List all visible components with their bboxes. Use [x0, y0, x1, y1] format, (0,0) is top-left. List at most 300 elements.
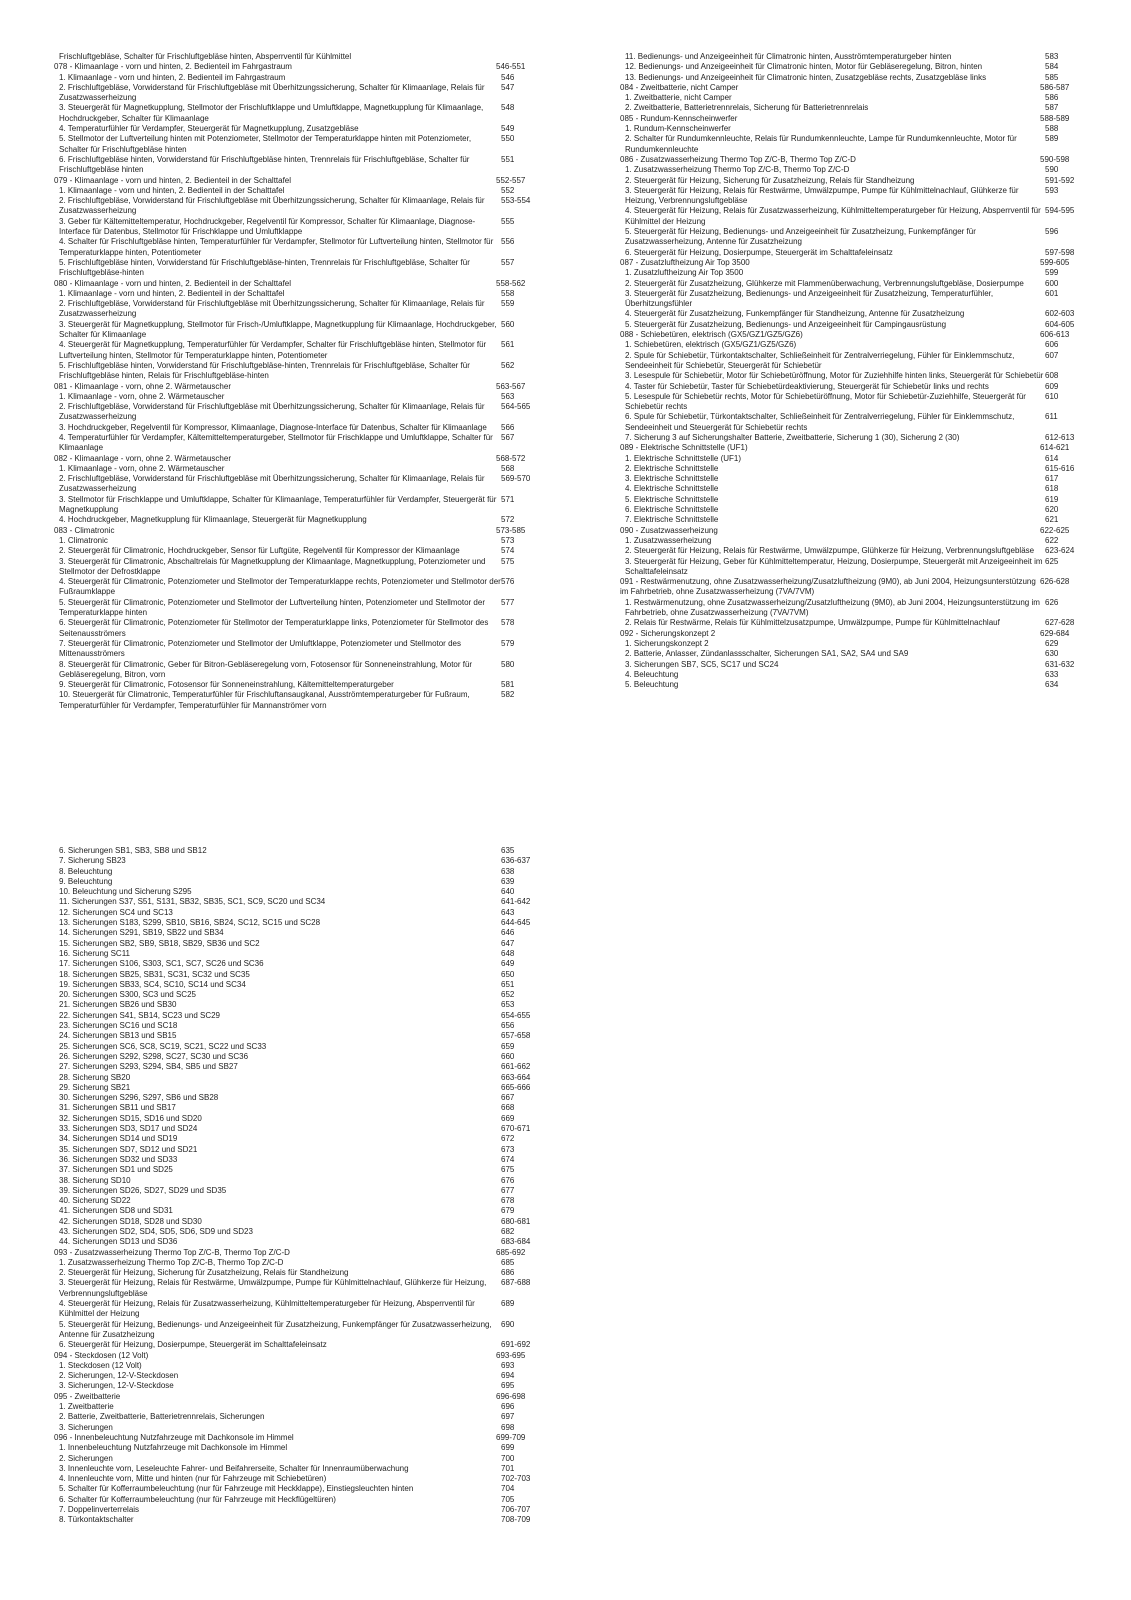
toc-subentry [54, 1402, 554, 1412]
page-number: 656 [501, 1021, 515, 1031]
entry-title: 2. Relais für Restwärme, Relais für Kühlmittelzusatzpumpe, Umwälzpumpe, Pumpe für Kühlmittelnachlauf [625, 618, 1000, 628]
page-number: 648 [501, 948, 515, 958]
entry-title: 13. Bedienungs- und Anzeigeeinheit für Climatronic hinten, Zusatzgebläse rechts, Zusatzgebläse links [625, 72, 987, 82]
page-number: 552 [501, 185, 515, 195]
toc-subentry [54, 1227, 554, 1237]
entry-title: 5. Frischluftgebläse hinten, Vorwiderstand für Frischluftgebläse-hinten, Trennrelais für Frischluftgebläse, Schalter für Frischluftgebläse hinten, Relais für Frischluftgebläse-hinten [59, 360, 470, 381]
toc-subentry [54, 1474, 554, 1484]
page-number: 611 [1045, 412, 1058, 422]
toc-subentry [54, 1237, 554, 1247]
page-number: 588 [1045, 124, 1059, 134]
page-number: 693-695 [496, 1350, 526, 1360]
page-number: 590-598 [1040, 154, 1070, 164]
entry-title: 2. Schalter für Rundumkennleuchte, Relais für Rundumkennleuchte, Lampe für Rundumkennleuchte, Motor für Rundumkennleuchte [625, 134, 1017, 154]
entry-title: 32. Sicherungen SD15, SD16 und SD20 [59, 1113, 202, 1123]
page-number: 691-692 [501, 1340, 531, 1350]
toc-subentry [54, 639, 554, 660]
toc-subentry [620, 433, 1080, 443]
page-number: 708-709 [501, 1515, 531, 1525]
entry-title: 085 - Rundum-Kennscheinwerfer [620, 113, 738, 123]
page-number: 573-585 [496, 525, 526, 535]
toc-subentry [620, 289, 1080, 310]
page-number: 634 [1045, 680, 1059, 690]
entry-title: 2. Frischluftgebläse, Vorwiderstand für Frischluftgebläse mit Überhitzungssicherung, Schalter für Klimaanlage, Relais für Zusatzwasserheizung [59, 82, 485, 103]
toc-subentry [54, 1340, 554, 1350]
page-number: 698 [501, 1422, 515, 1432]
toc-subentry [54, 1093, 554, 1103]
entry-title: 1. Restwärmenutzung, ohne Zusatzwasserheizung/Zusatzluftheizung (9M0), ab Juni 2004, Heizungsunterstützung im Fahrbetrieb, ohne Zusatzwasserheizung (7VA/7VM) [625, 597, 1040, 618]
page-number: 679 [501, 1206, 515, 1216]
page-number: 700 [501, 1453, 515, 1463]
toc-subentry [620, 546, 1080, 556]
page-number: 663-664 [501, 1072, 531, 1082]
page-number: 622-625 [1040, 525, 1070, 535]
entry-title: 2. Frischluftgebläse, Vorwiderstand für Frischluftgebläse mit Überhitzungssicherung, Schalter für Klimaanlage, Relais für Zusatzwasserheizung [59, 474, 485, 494]
page-number: 705 [501, 1494, 515, 1504]
toc-subentry [620, 176, 1080, 186]
toc-subentry [620, 309, 1080, 319]
entry-title: 1. Innenbeleuchtung Nutzfahrzeuge mit Dachkonsole im Himmel [59, 1443, 288, 1453]
page-number: 667 [501, 1093, 515, 1103]
entry-title: 1. Klimaanlage - vorn, ohne 2. Wärmetauscher [59, 463, 225, 473]
page-number: 635 [501, 846, 515, 855]
toc-subentry [54, 258, 554, 279]
toc-subentry [54, 980, 554, 990]
toc-chapter-entry [620, 577, 1080, 598]
entry-title: 11. Bedienungs- und Anzeigeeinheit für Climatronic hinten, Ausströmtemperaturgeber hinten [625, 52, 952, 61]
entry-title: 2. Steuergerät für Heizung, Sicherung für Zusatzheizung, Relais für Standheizung [59, 1268, 349, 1278]
page-number: 683-684 [501, 1237, 531, 1247]
entry-title: 13. Sicherungen S183, S299, SB10, SB16, SB24, SC12, SC15 und SC28 [59, 918, 321, 928]
toc-subentry [620, 618, 1080, 628]
page-number: 696 [501, 1402, 515, 1412]
toc-subentry [54, 1196, 554, 1206]
toc-subentry [54, 660, 554, 681]
page-number: 568-572 [496, 453, 526, 463]
page-number: 574 [501, 546, 515, 556]
page-number: 673 [501, 1144, 515, 1154]
toc-subentry [54, 124, 554, 134]
toc-subentry [54, 474, 554, 495]
entry-title: 2. Frischluftgebläse, Vorwiderstand für Frischluftgebläse mit Überhitzungssicherung, Schalter für Klimaanlage, Relais für Zusatzwasserheizung [59, 196, 485, 216]
entry-title: 10. Beleuchtung und Sicherung S295 [59, 887, 192, 897]
page-number: 612-613 [1045, 432, 1075, 442]
entry-title: 14. Sicherungen S291, SB19, SB22 und SB34 [59, 928, 224, 938]
entry-title: 3. Geber für Kältemitteltemperatur, Hochdruckgeber, Regelventil für Kompressor, Schalter für Klimaanlage, Diagnose-Interface für Datenbus, Stellmotor für Frischklappe und Umluftklappe [59, 216, 476, 237]
page-number: 659 [501, 1041, 515, 1051]
entry-title: 5. Stellmotor der Luftverteilung hinten mit Potenziometer, Stellmotor der Temperaturklappe hinten mit Potenziometer, Schalter für Frischluftgebläse hinten [59, 134, 472, 154]
page-number: 650 [501, 969, 515, 979]
entry-title: 079 - Klimaanlage - vorn und hinten, 2. Bedienteil in der Schalttafel [54, 175, 292, 185]
toc-subentry [54, 1258, 554, 1268]
toc-subentry [54, 990, 554, 1000]
page-number: 583 [1045, 52, 1059, 61]
entry-title: 091 - Restwärmenutzung, ohne Zusatzwasserheizung/Zusatzluftheizung (9M0), ab Juni 2004, Heizungsunterstützung im Fahrbetrieb, ohne Zusatzwasserheizung (7VA/7VM) [620, 577, 1036, 597]
toc-column-3 [54, 846, 554, 1526]
page-number: 563 [501, 391, 515, 401]
toc-subentry [620, 557, 1080, 578]
page-number: 566 [501, 422, 515, 432]
entry-title: 35. Sicherungen SD7, SD12 und SD21 [59, 1144, 198, 1154]
entry-title: 088 - Schiebetüren, elektrisch (GX5/GZ1/GZ5/GZ6) [620, 330, 803, 340]
toc-subentry [54, 495, 554, 516]
page-number: 596 [1045, 227, 1059, 237]
page-number: 586-587 [1040, 82, 1070, 92]
entry-title: 9. Beleuchtung [59, 876, 113, 886]
page-number: 675 [501, 1165, 515, 1175]
toc-subentry [54, 1031, 554, 1041]
entry-title: 4. Innenleuchte vorn, Mitte und hinten (nur für Fahrzeuge mit Schiebetüren) [59, 1474, 327, 1484]
entry-title: 4. Steuergerät für Zusatzheizung, Funkempfänger für Standheizung, Antenne für Zusatzheizung [625, 309, 965, 319]
entry-title: 081 - Klimaanlage - vorn, ohne 2. Wärmetauscher [54, 381, 231, 391]
toc-subentry [54, 970, 554, 980]
page-number: 674 [501, 1154, 515, 1164]
toc-subentry [54, 83, 554, 104]
page-number: 556 [501, 237, 515, 247]
toc-subentry [54, 1371, 554, 1381]
page-number: 696-698 [496, 1391, 526, 1401]
page-number: 672 [501, 1134, 515, 1144]
entry-title: 089 - Elektrische Schnittstelle (UF1) [620, 443, 748, 453]
page-number: 573 [501, 535, 515, 545]
toc-subentry [54, 1484, 554, 1494]
entry-title: 1. Elektrische Schnittstelle (UF1) [625, 453, 742, 463]
page-number: 564-565 [501, 402, 531, 412]
entry-title: 5. Steuergerät für Zusatzheizung, Bedienungs- und Anzeigeeinheit für Campingausrüstung [625, 319, 947, 329]
page-number: 647 [501, 938, 515, 948]
toc-subentry [54, 402, 554, 423]
toc-subentry [620, 103, 1080, 113]
toc-subentry [54, 1145, 554, 1155]
page-number: 638 [501, 866, 515, 876]
page-number: 685 [501, 1257, 515, 1267]
entry-title: 18. Sicherungen SB25, SB31, SC31, SC32 und SC35 [59, 969, 250, 979]
entry-title: 1. Zusatzluftheizung Air Top 3500 [625, 268, 744, 278]
page-number: 670-671 [501, 1124, 531, 1134]
toc-subentry [54, 546, 554, 556]
page-number: 629 [1045, 638, 1059, 648]
page-number: 643 [501, 907, 515, 917]
entry-title: 17. Sicherungen S106, S303, SC1, SC7, SC26 und SC36 [59, 959, 264, 969]
toc-subentry [54, 1217, 554, 1227]
toc-chapter-entry [54, 1392, 554, 1402]
page-number: 575 [501, 556, 515, 566]
entry-title: 1. Sicherungskonzept 2 [625, 638, 709, 648]
page-number: 695 [501, 1381, 515, 1391]
entry-title: 7. Steuergerät für Climatronic, Potenziometer und Stellmotor der Umluftklappe, Potenziometer und Stellmotor des Mittenausströmers [59, 638, 461, 659]
entry-title: 7. Sicherung SB23 [59, 856, 126, 866]
page-number: 547 [501, 82, 515, 92]
toc-subentry [54, 392, 554, 402]
toc-subentry [54, 1505, 554, 1515]
entry-title: 4. Hochdruckgeber, Magnetkupplung für Klimaanlage, Steuergerät für Magnetkupplung [59, 515, 367, 525]
entry-title: 5. Frischluftgebläse hinten, Vorwiderstand für Frischluftgebläse-hinten, Trennrelais für Frischluftgebläse, Schalter für Frischluftgebläse-hinten [59, 257, 470, 278]
toc-subentry [620, 505, 1080, 515]
page-number: 654-655 [501, 1010, 531, 1020]
page-number: 669 [501, 1113, 515, 1123]
toc-chapter-entry [620, 114, 1080, 124]
toc-subentry [54, 237, 554, 258]
entry-title: 5. Elektrische Schnittstelle [625, 494, 719, 504]
toc-subentry [54, 299, 554, 320]
entry-title: 095 - Zweitbatterie [54, 1391, 121, 1401]
toc-chapter-entry [54, 1351, 554, 1361]
toc-subentry [620, 474, 1080, 484]
entry-title: 21. Sicherungen SB26 und SB30 [59, 1000, 177, 1010]
page-number: 621 [1045, 515, 1059, 525]
page-number: 601 [1045, 288, 1059, 298]
page-number: 587 [1045, 103, 1059, 113]
page-number: 614-621 [1040, 443, 1070, 453]
entry-title: 4. Steuergerät für Climatronic, Potenziometer und Stellmotor der Temperaturklappe rechts, Potenziometer und Stellmotor der Fußraumklappe [59, 577, 501, 597]
toc-subentry [54, 1083, 554, 1093]
entry-title: 1. Zusatzwasserheizung Thermo Top Z/C-B, Thermo Top Z/C-D [625, 165, 850, 175]
toc-column-1 [54, 52, 554, 711]
toc-subentry [54, 877, 554, 887]
toc-subentry [620, 670, 1080, 680]
page-number: 620 [1045, 505, 1059, 515]
toc-subentry [620, 340, 1080, 350]
page-number: 567 [501, 432, 515, 442]
toc-subentry [54, 1124, 554, 1134]
entry-title: 34. Sicherungen SD14 und SD19 [59, 1134, 178, 1144]
toc-chapter-entry [54, 454, 554, 464]
entry-title: 096 - Innenbeleuchtung Nutzfahrzeuge mit Dachkonsole im Himmel [54, 1432, 294, 1442]
entry-title: 4. Steuergerät für Heizung, Relais für Zusatzwasserheizung, Kühlmitteltemperaturgeber für Heizung, Absperrventil für Kühlmittel der Heizung [59, 1299, 475, 1319]
toc-chapter-entry [54, 1433, 554, 1443]
page-number: 571 [501, 494, 515, 504]
entry-title: 27. Sicherungen S293, S294, SB4, SB5 und SB27 [59, 1062, 238, 1072]
entry-title: 2. Sicherungen [59, 1453, 113, 1463]
toc-subentry [54, 217, 554, 238]
page-number: 678 [501, 1196, 515, 1206]
entry-title: 37. Sicherungen SD1 und SD25 [59, 1165, 173, 1175]
entry-title: 3. Steuergerät für Magnetkupplung, Stellmotor für Frisch-/Umluftklappe, Magnetkupplung für Klimaanlage, Hochdruckgeber, Schalter für Klimaanlage [59, 319, 497, 340]
toc-chapter-entry [54, 382, 554, 392]
entry-title: 3. Hochdruckgeber, Regelventil für Kompressor, Klimaanlage, Diagnose-Interface für Datenbus, Schalter für Klimaanlage [59, 422, 487, 432]
page-number: 625 [1045, 556, 1059, 566]
page-number: 704 [501, 1484, 515, 1494]
page-number: 689 [501, 1299, 515, 1309]
page-number: 619 [1045, 494, 1059, 504]
toc-subentry [620, 93, 1080, 103]
toc-subentry [54, 887, 554, 897]
page-number: 626-628 [1040, 577, 1070, 587]
entry-title: 6. Sicherungen SB1, SB3, SB8 und SB12 [59, 846, 207, 855]
entry-title: 086 - Zusatzwasserheizung Thermo Top Z/C-B, Thermo Top Z/C-D [620, 154, 856, 164]
toc-subentry [54, 340, 554, 361]
page-number: 576 [501, 577, 515, 587]
entry-title: 20. Sicherungen S300, SC3 und SC25 [59, 990, 196, 1000]
toc-subentry [620, 134, 1080, 155]
entry-title: 26. Sicherungen S292, S298, SC27, SC30 und SC36 [59, 1051, 249, 1061]
page-number: 548 [501, 103, 515, 113]
entry-title: 2. Spule für Schiebetür, Türkontaktschalter, Schließeinheit für Zentralverriegelung, Fühler für Einklemmschutz, Sendeeinheit für Schiebetür, Steuergerät für Schiebetür [625, 350, 1015, 370]
page-number: 563-567 [496, 381, 526, 391]
page-number: 590 [1045, 165, 1059, 175]
toc-subentry [54, 949, 554, 959]
entry-title: 31. Sicherungen SB11 und SB17 [59, 1103, 176, 1113]
entry-title: 3. Elektrische Schnittstelle [625, 474, 719, 484]
entry-title: 1. Schiebetüren, elektrisch (GX5/GZ1/GZ5/GZ6) [625, 340, 797, 350]
entry-title: 40. Sicherung SD22 [59, 1196, 131, 1206]
toc-subentry [54, 1176, 554, 1186]
page-number: 600 [1045, 278, 1059, 288]
entry-title: 6. Steuergerät für Heizung, Dosierpumpe, Steuergerät im Schalttafeleinsatz [625, 247, 893, 257]
toc-subentry [620, 124, 1080, 134]
page-number: 607 [1045, 350, 1059, 360]
entry-title: 4. Schalter für Frischluftgebläse hinten, Temperaturfühler für Verdampfer, Stellmotor für Luftverteilung hinten, Stellmotor für Temperaturklappe hinten, Potentiometer [59, 237, 494, 257]
toc-subentry [54, 1412, 554, 1422]
page-number: 697 [501, 1412, 515, 1422]
page-number: 552-557 [496, 175, 526, 185]
toc-subentry [54, 918, 554, 928]
entry-title: 087 - Zusatzluftheizung Air Top 3500 [620, 257, 750, 267]
toc-subentry [54, 856, 554, 866]
page-number: 617 [1045, 474, 1059, 484]
page-number: 646 [501, 928, 515, 938]
page-number: 579 [501, 638, 515, 648]
page-number: 589 [1045, 134, 1059, 144]
toc-subentry [620, 536, 1080, 546]
toc-chapter-entry [54, 279, 554, 289]
toc-subentry [620, 248, 1080, 258]
page-number: 584 [1045, 62, 1059, 72]
toc-subentry [54, 1443, 554, 1453]
entry-title: 30. Sicherungen S296, S297, SB6 und SB28 [59, 1093, 219, 1103]
toc-subentry [620, 382, 1080, 392]
entry-title: 2. Frischluftgebläse, Vorwiderstand für Frischluftgebläse mit Überhitzungssicherung, Schalter für Klimaanlage, Relais für Zusatzwasserheizung [59, 402, 485, 422]
page-number: 602-603 [1045, 309, 1075, 319]
entry-title: 5. Beleuchtung [625, 680, 679, 690]
page-number: 553-554 [501, 196, 531, 206]
entry-title: 9. Steuergerät für Climatronic, Fotosensor für Sonneneinstrahlung, Kältemitteltemperaturgeber [59, 680, 394, 690]
page-number: 644-645 [501, 918, 531, 928]
entry-title: 3. Steuergerät für Heizung, Relais für Restwärme, Umwälzpumpe, Pumpe für Kühlmittelnachlauf, Glühkerze für Heizung, Verbrennungsluftgebläse [625, 185, 1019, 206]
entry-title: 22. Sicherungen S41, SB14, SC23 und SC29 [59, 1010, 220, 1020]
page-number: 582 [501, 690, 515, 700]
toc-chapter-entry [620, 83, 1080, 93]
toc-subentry [620, 62, 1080, 72]
entry-title: Frischluftgebläse, Schalter für Frischluftgebläse hinten, Absperrventil für Kühlmittel [59, 52, 352, 61]
entry-title: 8. Beleuchtung [59, 866, 113, 876]
toc-subentry [620, 660, 1080, 670]
toc-subentry [54, 289, 554, 299]
entry-title: 16. Sicherung SC11 [59, 948, 131, 958]
page-number: 558 [501, 288, 515, 298]
page-number: 581 [501, 680, 515, 690]
toc-subentry [54, 846, 554, 856]
toc-subentry [620, 649, 1080, 659]
entry-title: 3. Lesespule für Schiebetür, Motor für Schiebetüröffnung, Motor für Zuziehhilfe hinten links, Steuergerät für Schiebetür [625, 371, 1044, 381]
entry-title: 5. Lesespule für Schiebetür rechts, Motor für Schiebetüröffnung, Motor für Schiebetür-Zuziehhilfe, Steuergerät für Schiebetür rechts [625, 391, 1026, 412]
entry-title: 4. Taster für Schiebetür, Taster für Schiebetürdeaktivierung, Steuergerät für Schiebetür links und rechts [625, 381, 989, 391]
page-number: 701 [501, 1463, 515, 1473]
toc-subentry [54, 959, 554, 969]
toc-subentry [54, 1268, 554, 1278]
entry-title: 078 - Klimaanlage - vorn und hinten, 2. Bedienteil im Fahrgastraum [54, 62, 292, 72]
entry-title: 1. Rundum-Kennscheinwerfer [625, 124, 731, 134]
page-number: 680-681 [501, 1216, 531, 1226]
page-number: 699 [501, 1443, 515, 1453]
page-number: 546 [501, 72, 515, 82]
toc-subentry [54, 1073, 554, 1083]
page-number: 615-616 [1045, 463, 1075, 473]
entry-title: 5. Schalter für Kofferraumbeleuchtung (nur für Fahrzeuge mit Heckklappe), Einstiegsleuchten hinten [59, 1484, 414, 1494]
page-number: 549 [501, 124, 515, 134]
page-number: 561 [501, 340, 515, 350]
toc-chapter-entry [620, 155, 1080, 165]
entry-title: 080 - Klimaanlage - vorn und hinten, 2. Bedienteil in der Schalttafel [54, 278, 292, 288]
toc-subentry [620, 165, 1080, 175]
entry-title: 3. Steuergerät für Magnetkupplung, Stellmotor der Frischluftklappe und Umluftklappe, Magnetkupplung für Klimaanlage, Hochdruckgeber, Schalter für Klimaanlage [59, 103, 484, 123]
toc-subentry [620, 412, 1080, 433]
entry-title: 1. Zweitbatterie [59, 1402, 114, 1412]
toc-subentry [54, 897, 554, 907]
toc-subentry [620, 371, 1080, 381]
page-number: 660 [501, 1051, 515, 1061]
entry-title: 41. Sicherungen SD8 und SD31 [59, 1206, 173, 1216]
toc-subentry [620, 73, 1080, 83]
toc-subentry [54, 1464, 554, 1474]
entry-title: 29. Sicherung SB21 [59, 1082, 131, 1092]
page-number: 685-692 [496, 1247, 526, 1257]
entry-title: 10. Steuergerät für Climatronic, Temperaturfühler für Frischluftansaugkanal, Ausströmtemperaturgeber für Fußraum, Temperaturfühler für Verdampfer, Temperaturfühler für Mannanströmer vorn [59, 690, 470, 710]
toc-subentry [54, 320, 554, 341]
page-number: 653 [501, 1000, 515, 1010]
entry-title: 2. Batterie, Zweitbatterie, Batterietrennrelais, Sicherungen [59, 1412, 265, 1422]
entry-title: 6. Elektrische Schnittstelle [625, 505, 719, 515]
entry-title: 1. Klimaanlage - vorn und hinten, 2. Bedienteil im Fahrgastraum [59, 72, 286, 82]
entry-title: 3. Innenleuchte vorn, Leseleuchte Fahrer- und Beifahrerseite, Schalter für Innenraumüberwachung [59, 1463, 409, 1473]
page-number: 629-684 [1040, 628, 1070, 638]
toc-subentry [54, 1021, 554, 1031]
toc-subentry [54, 536, 554, 546]
page-number: 593 [1045, 185, 1059, 195]
toc-subentry [54, 361, 554, 382]
toc-subentry [54, 1186, 554, 1196]
page-number: 622 [1045, 535, 1059, 545]
entry-title: 2. Elektrische Schnittstelle [625, 463, 719, 473]
toc-subentry [54, 577, 554, 598]
entry-title: 2. Steuergerät für Zusatzheizung, Glühkerze mit Flammenüberwachung, Verbrennungsluftgebläse, Dosierpumpe [625, 278, 1024, 288]
page-number: 604-605 [1045, 319, 1075, 329]
toc-subentry [620, 464, 1080, 474]
entry-title: 3. Stellmotor für Frischklappe und Umluftklappe, Schalter für Klimaanlage, Temperaturfühler für Verdampfer, Steuergerät für Magnetkupplung [59, 494, 497, 515]
entry-title: 7. Sicherung 3 auf Sicherungshalter Batterie, Zweitbatterie, Sicherung 1 (30), Sicherung 2 (30) [625, 432, 960, 442]
entry-title: 3. Steuergerät für Zusatzheizung, Bedienungs- und Anzeigeeinheit für Zusatzheizung, Temperaturfühler, Überhitzungsfühler [625, 288, 994, 309]
entry-title: 25. Sicherungen SC6, SC8, SC19, SC21, SC22 und SC33 [59, 1041, 267, 1051]
entry-title: 44. Sicherungen SD13 und SD36 [59, 1237, 178, 1247]
page-number: 572 [501, 515, 515, 525]
entry-title: 5. Steuergerät für Heizung, Bedienungs- und Anzeigeeinheit für Zusatzheizung, Funkempfänger für Zusatzwasserheizung, Antenne für Zusatzheizung [625, 227, 976, 247]
toc-subentry [620, 206, 1080, 227]
entry-title: 3. Steuergerät für Heizung, Geber für Kühlmitteltemperatur, Heizung, Dosierpumpe, Steuergerät mit Anzeigeeinheit im Schalttafeleinsatz [625, 556, 1043, 576]
toc-subentry [620, 52, 1080, 62]
entry-title: 4. Steuergerät für Magnetkupplung, Temperaturfühler für Verdampfer, Schalter für Frischluftgebläse hinten, Stellmotor für Luftverteilung hinten, Stellmotor für Temperaturklappe hinten, Potentiometer [59, 340, 487, 360]
page-number: 577 [501, 597, 515, 607]
toc-subentry [620, 639, 1080, 649]
page-number: 578 [501, 618, 515, 628]
entry-title: 084 - Zweitbatterie, nicht Camper [620, 82, 739, 92]
page-number: 665-666 [501, 1082, 531, 1092]
toc-chapter-entry [620, 629, 1080, 639]
toc-subentry [54, 1052, 554, 1062]
entry-title: 33. Sicherungen SD3, SD17 und SD24 [59, 1124, 198, 1134]
toc-subentry [620, 392, 1080, 413]
page-number: 636-637 [501, 856, 531, 866]
entry-title: 2. Steuergerät für Climatronic, Hochdruckgeber, Sensor für Luftgüte, Regelventil für Kompressor der Klimaanlage [59, 546, 460, 556]
